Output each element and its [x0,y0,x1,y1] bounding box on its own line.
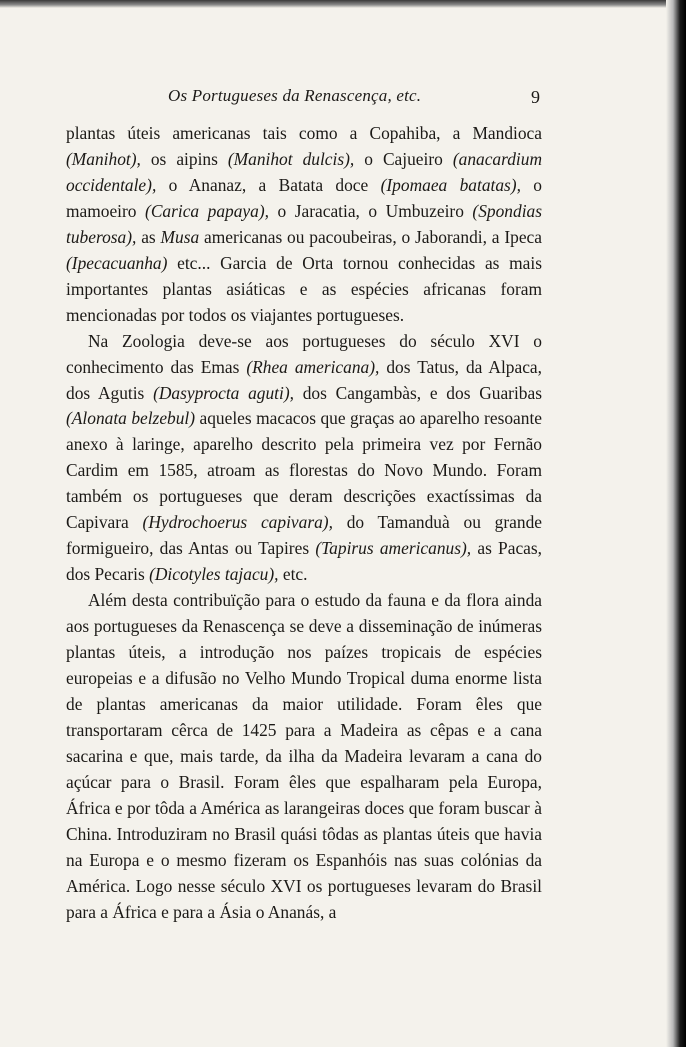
text-run: as Pacas, dos Pecaris [66,538,543,585]
italic-term: (Alonata belzebul) [66,408,196,429]
text-run: as [136,226,161,247]
italic-term: (Hydrochoerus capivara), [142,512,333,533]
text-run: etc... Garcia de Orta tornou conhecidas as mais importantes plantas asiáticas e as espécies africanas foram mencionadas por todos os viajantes portugueses. [66,252,542,325]
paragraph-plants [66,121,542,329]
text-run: aqueles macacos que graças ao aparelho resoante anexo à laringe, aparelho descrito pela primeira vez por Fernão Cardim em 1585, atroam as florestas do Novo Mundo. Foram também os portugueses que deram descrições exactíssimas da Capivara [66,408,542,533]
text-run: o Ananaz, a Batata doce [156,174,381,195]
page-header [66,86,542,112]
italic-term: (Dasyprocta aguti), [153,382,294,403]
text-run: Além desta contribuïção para o estudo da fauna e da flora ainda aos portugueses da Renascença se deve a disseminação de inúmeras plantas úteis, a introdução nos paízes tropicais de espécies europeias e a difusão no Velho Mundo Tropical duma enorme lista de plantas americanas da maior utilidade. Foram êles que transportaram cêrca de 1425 para a Madeira as cêpas e a cana sacarina e que, mais tarde, da ilha da Madeira levaram a cana do açúcar para o Brasil. Foram êles que espalharam pela Europa, África e por tôda a América as larangeiras doces que foram buscar à China. Introduziram no Brasil quási tôdas as plantas úteis que havia na Europa e o mesmo fizeram os Espanhóis nas suas colónias da América. Logo nesse século XVI os portugueses levaram do Brasil para a África e para a Ásia o Ananás, a [66,590,542,922]
italic-term: (anacardium occidentale), [66,148,543,195]
italic-term: (Spondias tuberosa), [66,200,542,247]
text-run: etc. [278,564,308,585]
text-run: o mamoeiro [66,174,543,221]
italic-term: (Ipecacuanha) [66,252,168,273]
text-run: dos Cangambàs, e dos Guaribas [293,382,542,403]
italic-term: (Tapirus americanus), [315,538,472,559]
italic-term: (Carica papaya), [145,200,269,221]
text-run: americanas ou pacoubeiras, o Jaborandi, a Ipeca [199,226,542,247]
page-number: 9 [531,87,540,107]
scan-right-edge [666,0,686,1047]
text-run: do Tamanduà ou grande formigueiro, das Antas ou Tapires [66,512,542,559]
text-run: plantas úteis americanas tais como a Copahiba, a Mandioca [66,123,542,143]
scan-top-edge [0,0,686,8]
italic-term: (Manihot dulcis), [227,148,355,169]
paragraph-dissemination [66,588,542,925]
body-text [66,121,542,926]
text-run: Na Zoologia deve-se aos portugueses do século XVI o conhecimento das Emas [66,330,542,377]
running-title: Os Portugueses da Renascença, etc. [168,86,422,105]
italic-term: Musa [160,226,200,247]
italic-term: (Ipomaea batatas), [380,174,521,195]
italic-term: (Manihot), [66,148,141,169]
italic-term: (Rhea americana), [246,356,380,377]
text-run: o Jaracatia, o Umbuzeiro [269,200,473,221]
text-run: o Cajueiro [354,148,453,169]
paragraph-zoology [66,329,542,589]
text-run: dos Tatus, da Alpaca, dos Agutis [66,356,542,403]
text-run: os aipins [140,148,228,169]
italic-term: (Dicotyles tajacu), [149,564,279,585]
